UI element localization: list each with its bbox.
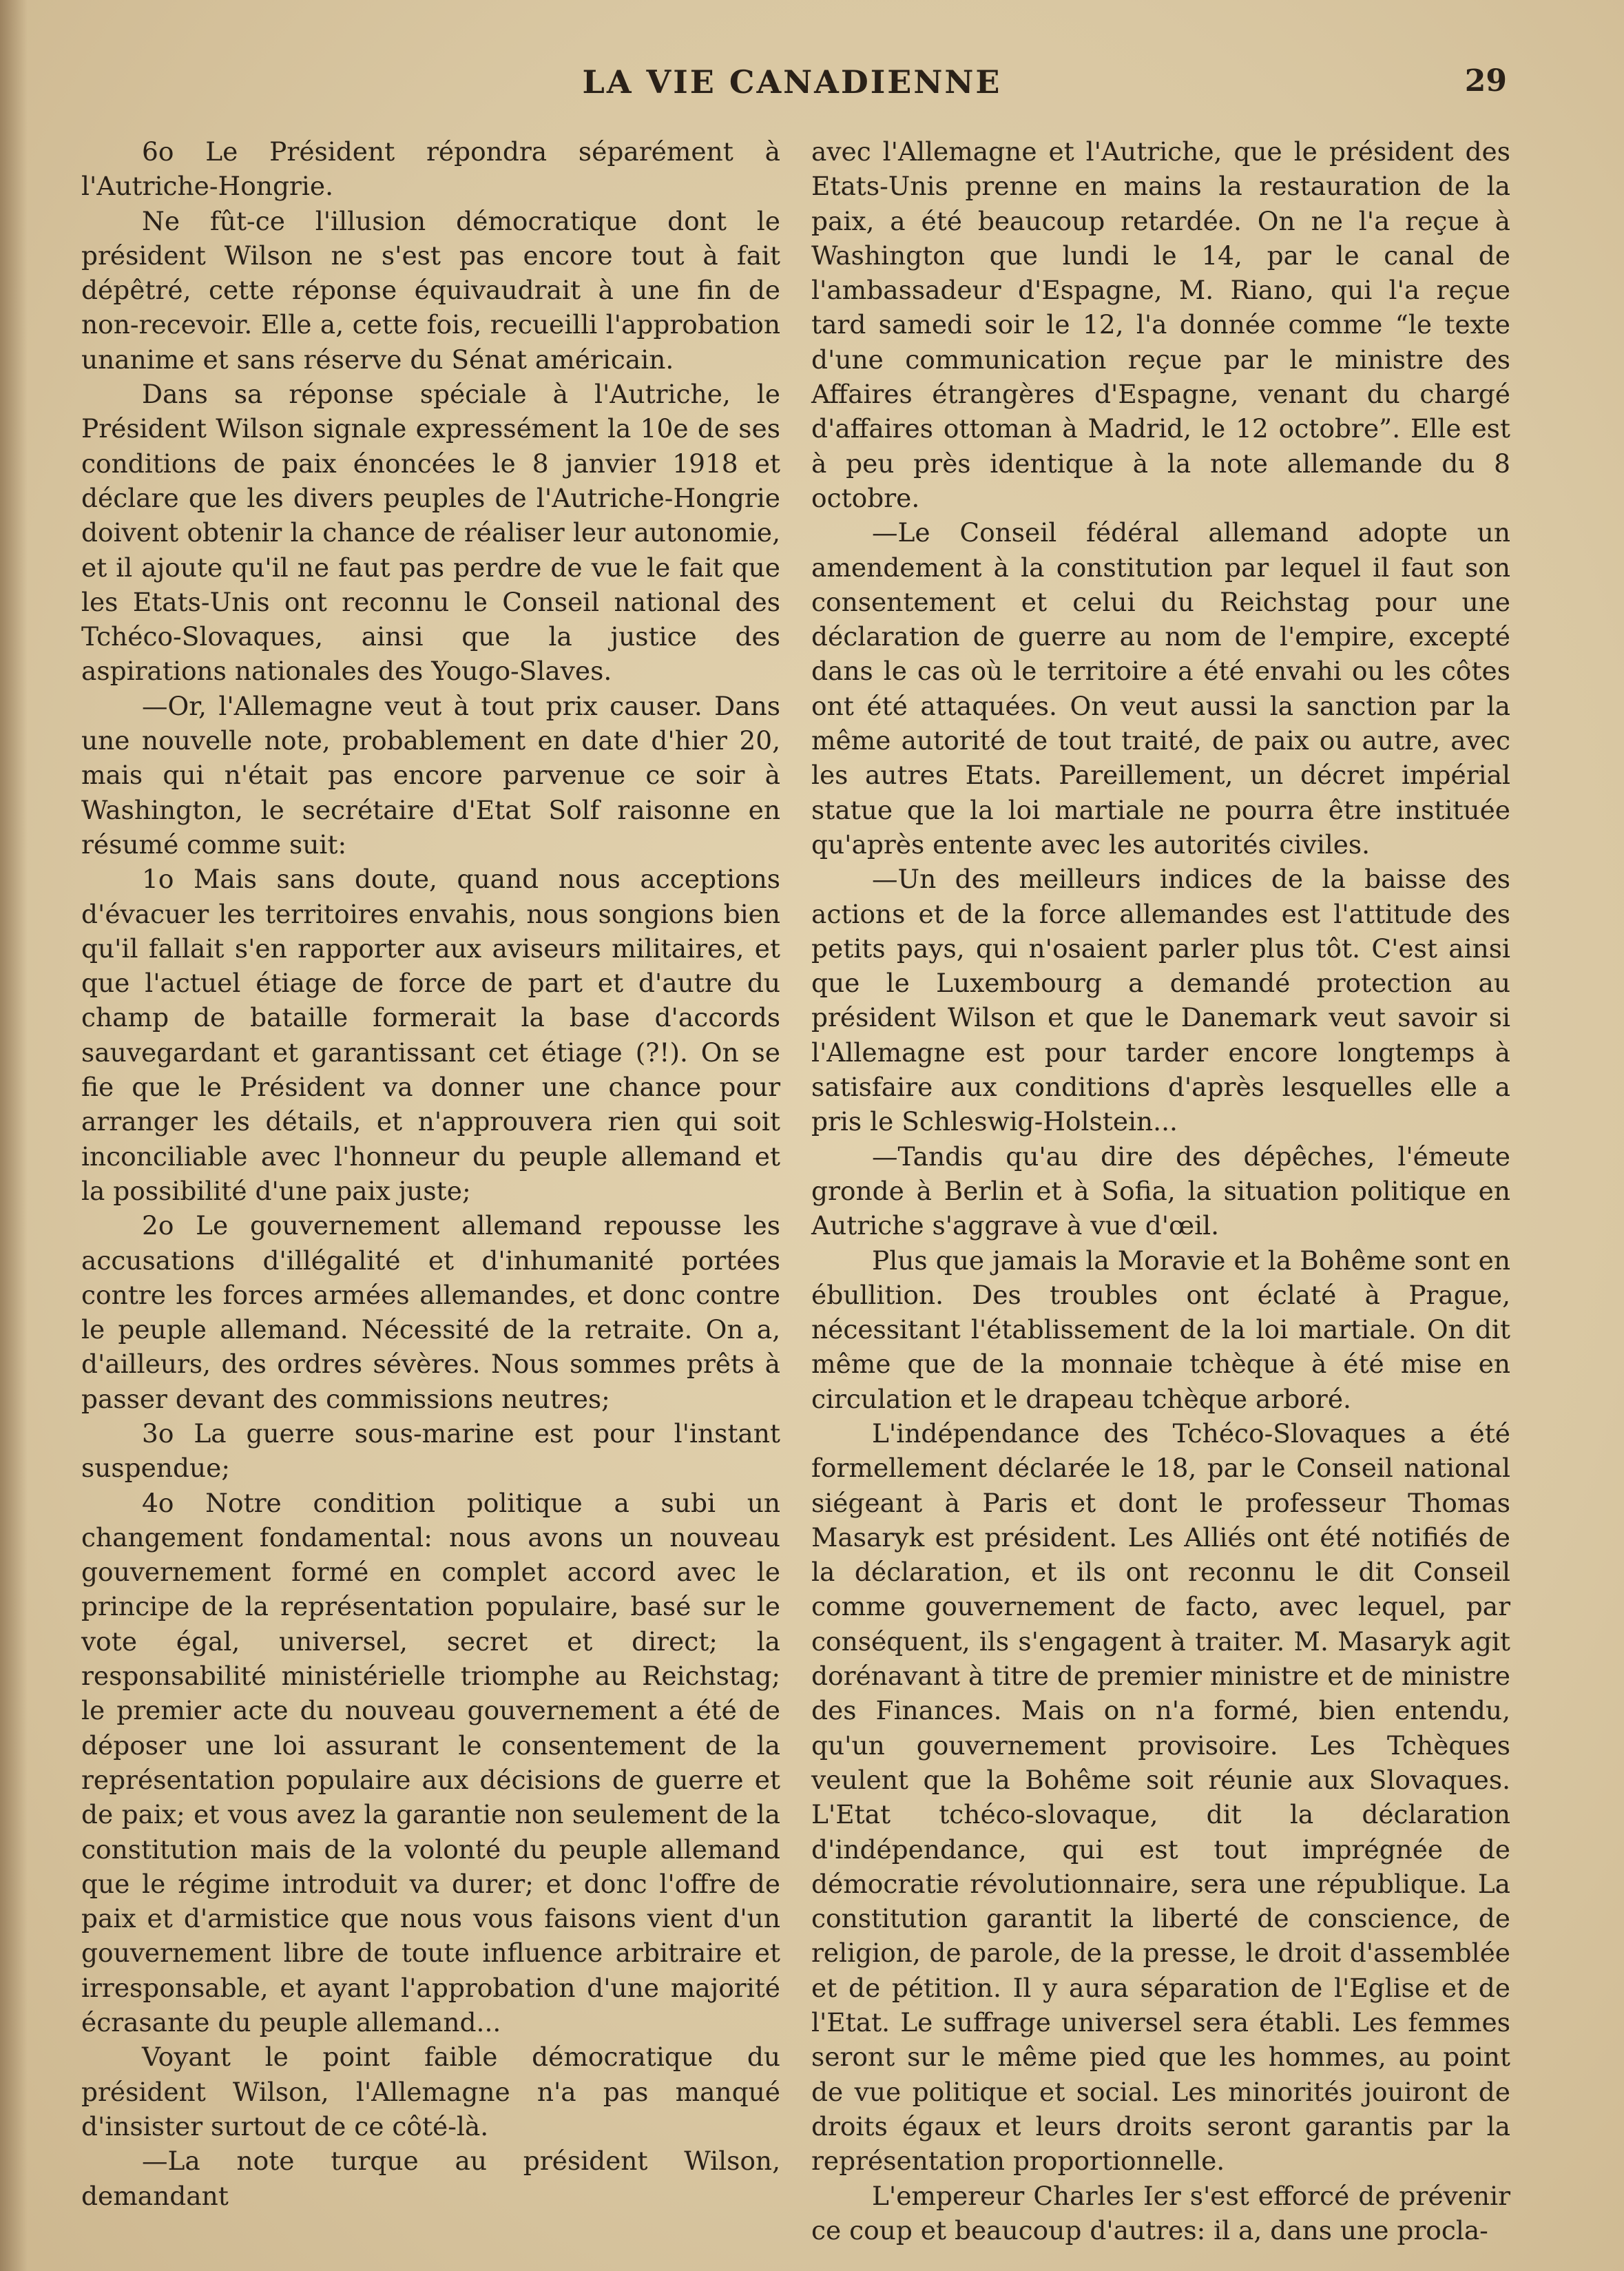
page-edge-shadow <box>0 0 28 2271</box>
left-column <box>81 134 780 2213</box>
paragraph: 3o La guerre sous-marine est pour l'instant suspendue; <box>81 1418 780 1484</box>
paragraph: 1o Mais sans doute, quand nous acceptions d'évacuer les territoires envahis, nous songions bien qu'il fallait s'en rapporter aux aviseurs militaires, et que l'actuel étiage de force de part et d'autre du champ de bataille formerait la base d'accords sauvegardant et garantissant cet étiage (?!). On se fie que le Président va donner une chance pour arranger les détails, et n'approuvera rien qui soit inconciliable avec l'honneur du peuple allemand et la possibilité d'une paix juste; <box>81 864 780 1206</box>
right-column <box>811 134 1510 2248</box>
paragraph: Dans sa réponse spéciale à l'Autriche, le Président Wilson signale expressément la 10e de ses conditions de paix énoncées le 8 janvier 1918 et déclare que les divers peuples de l'Autriche-Hongrie doivent obtenir la chance de réaliser leur autonomie, et il ajoute qu'il ne faut pas perdre de vue le fait que les Etats-Unis ont reconnu le Conseil national des Tchéco-Slovaques, ainsi que la justice des aspirations nationales des Yougo-Slaves. <box>81 379 780 687</box>
paragraph: —Tandis qu'au dire des dépêches, l'émeute gronde à Berlin et à Sofia, la situation politique en Autriche s'aggrave à vue d'œil. <box>811 1141 1510 1241</box>
paragraph: Voyant le point faible démocratique du président Wilson, l'Allemagne n'a pas manqué d'insister surtout de ce côté-là. <box>81 2042 780 2142</box>
running-title: LA VIE CANADIENNE <box>582 63 1002 101</box>
paragraph: L'empereur Charles Ier s'est efforcé de prévenir ce coup et beaucoup d'autres: il a, dans une procla- <box>811 2180 1510 2246</box>
paragraph: L'indépendance des Tchéco-Slovaques a été formellement déclarée le 18, par le Conseil national siégeant à Paris et dont le professeur Thomas Masaryk est président. Les Alliés ont été notifiés de la déclaration, et ils ont reconnu le dit Conseil comme gouvernement de facto, avec lequel, par conséquent, ils s'engagent à traiter. M. Masaryk agit dorénavant à titre de premier ministre et de ministre des Finances. Mais on n'a formé, bien entendu, qu'un gouvernement provisoire. Les Tchèques veulent que la Bohême soit réunie aux Slovaques. L'Etat tchéco-slovaque, dit la déclaration d'indépendance, qui est tout imprégnée de démocratie révolutionnaire, sera une république. La constitution garantit la liberté de conscience, de religion, de parole, de la presse, le droit d'assemblée et de pétition. Il y aura séparation de l'Eglise et de l'Etat. Le suffrage universel sera établi. Les femmes seront sur le même pied que les hommes, au point de vue politique et social. Les minorités jouiront de droits égaux et leurs droits seront garantis par la représentation proportionnelle. <box>811 1418 1510 2177</box>
paragraph: 2o Le gouvernement allemand repousse les accusations d'illégalité et d'inhumanité portées contre les forces armées allemandes, et donc contre le peuple allemand. Nécessité de la retraite. On a, d'ailleurs, des ordres sévères. Nous sommes prêts à passer devant des commissions neutres; <box>81 1210 780 1414</box>
page-number: 29 <box>1464 63 1507 98</box>
paragraph: 4o Notre condition politique a subi un changement fondamental: nous avons un nouveau gouvernement formé en complet accord avec le principe de la représentation populaire, basé sur le vote égal, universel, secret et direct; la responsabilité ministérielle triomphe au Reichstag; le premier acte du nouveau gouvernement a été de déposer une loi assurant le consentement de la représentation populaire aux décisions de guerre et de paix; et vous avez la garantie non seulement de la constitution mais de la volonté du peuple allemand que le régime introduit va durer; et donc l'offre de paix et d'armistice que nous vous faisons vient d'un gouvernement libre de toute influence arbitraire et irresponsable, et ayant l'approbation d'une majorité écrasante du peuple allemand... <box>81 1487 780 2038</box>
paragraph: avec l'Allemagne et l'Autriche, que le président des Etats-Unis prenne en mains la restauration de la paix, a été beaucoup retardée. On ne l'a reçue à Washington que lundi le 14, par le canal de l'ambassadeur d'Espagne, M. Riano, qui l'a reçue tard samedi soir le 12, l'a donnée comme “le texte d'une communication reçue par le ministre des Affaires étrangères d'Espagne, venant du chargé d'affaires ottoman à Madrid, le 12 octobre”. Elle est à peu près identique à la note allemande du 8 octobre. <box>811 136 1510 513</box>
paragraph: —La note turque au président Wilson, demandant <box>81 2146 780 2211</box>
paragraph: —Un des meilleurs indices de la baisse des actions et de la force allemandes est l'attitude des petits pays, qui n'osaient parler plus tôt. C'est ainsi que le Luxembourg a demandé protection au président Wilson et que le Danemark veut savoir si l'Allemagne est pour tarder encore longtemps à satisfaire aux conditions d'après lesquelles elle a pris le Schleswig-Holstein... <box>811 864 1510 1137</box>
paragraph: —Or, l'Allemagne veut à tout prix causer. Dans une nouvelle note, probablement en date d'hier 20, mais qui n'était pas encore parvenue ce soir à Washington, le secrétaire d'Etat Solf raisonne en résumé comme suit: <box>81 690 780 860</box>
paragraph: Ne fût-ce l'illusion démocratique dont le président Wilson ne s'est pas encore tout à fait dépêtré, cette réponse équivaudrait à une fin de non-recevoir. Elle a, cette fois, recueilli l'approbation unanime et sans réserve du Sénat américain. <box>81 205 780 375</box>
paragraph: Plus que jamais la Moravie et la Bohême sont en ébullition. Des troubles ont éclaté à Prague, nécessitant l'établissement de la loi martiale. On dit même que de la monnaie tchèque à été mise en circulation et le drapeau tchèque arboré. <box>811 1245 1510 1414</box>
paragraph: 6o Le Président répondra séparément à l'Autriche-Hongrie. <box>81 136 780 202</box>
paragraph: —Le Conseil fédéral allemand adopte un amendement à la constitution par lequel il faut son consentement et celui du Reichstag pour une déclaration de guerre au nom de l'empire, excepté dans le cas où le territoire a été envahi ou les côtes ont été attaquées. On veut aussi la sanction par la même autorité de tout traité, de paix ou autre, avec les autres Etats. Pareillement, un décret impérial statue que la loi martiale ne pourra être instituée qu'après entente avec les autorités civiles. <box>811 517 1510 860</box>
